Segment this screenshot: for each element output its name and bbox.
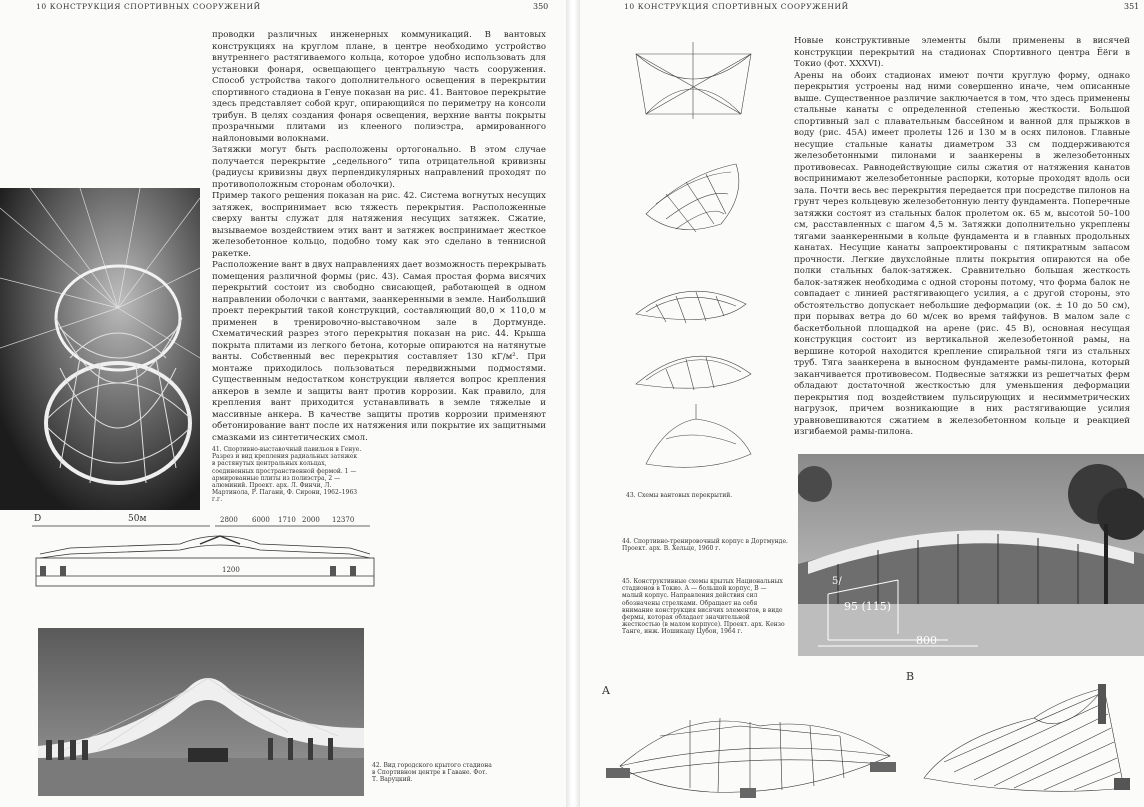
figure-42-caption: 42. Вид городского крытого стадиона в Спортивном центре в Гаване. Фот. Т. Варуцкий. [372, 762, 492, 784]
section-label-d: D [34, 514, 42, 524]
paragraph: Затяжки могут быть расположены ортогонально. В этом случае получается перекрытие „седельного“ типа отрицательной кривизны (радиусы кривизны двух перпендикулярных направлений проходят по противоположным сторонам оболочки). [212, 145, 546, 190]
figure-42-photo [38, 628, 364, 796]
photo-dimension: 5/ [832, 576, 842, 587]
figure-45b-drawing [914, 678, 1140, 802]
figure-45a-drawing [600, 696, 900, 802]
left-page [0, 0, 566, 807]
dimension-label: 6000 [252, 516, 270, 524]
photo-dimension: 800 [916, 634, 937, 647]
paragraph: Арены на обоих стадионах имеют почти круглую форму, однако перекрытия устроены над ними совершенно иначе, чем описанные выше. Существенное различие заключается в том, что здесь применены стальные канаты с определенной степенью жесткости. Большой спортивный зал с плавательным бассейном и ванной для прыжков в воду (рис. 45А) имеет пролеты 126 и 130 м в осях пилонов. Главные несущие стальные канаты диаметром 33 см поддерживаются железобетонными пилонами и заанкерены в железобетонных противовесах. Равнодействующие силы сжатия от натяжения канатов воспринимают железобетонные распорки, которые проходят вдоль оси зала. Почти весь вес перекрытия передается при посредстве пилонов на грунт через кольцевую железобетонную ленту фундамента. Поперечные затяжки состоят из стальных балок пролетом ок. 65 м, высотой 50–100 см, расставленных с шагом 4,5 м. Затяжки дополнительно укреплены тягами заанкеренными в кольце фундамента и в главных продольных канатах. Несущие канаты запроектированы с пятикратным запасом прочности. Легкие двухслойные плиты покрытия опираются на обе полки стальных балок-затяжек. Сравнительно большая жесткость балок-затяжек необходима с одной стороны потому, что форма балок не совпадает с линией растягивающего усилия, а с другой стороны, это обстоятельство допускает небольшие деформации (ок. ± 10 до 50 см), при порывах ветра до 60 м/сек во время тайфунов. В малом зале с баскетбольной площадкой на арене (рис. 45 В), основная несущая конструкция состоит из вертикальной железобетонной рамы, на вершине которой находится крепление спиральной тяги из стальных труб. Тяга заанкерена в выносном фундаменте рамы-пилона, который заканчивается противовесом. Подвесные затяжки из решетчатых ферм обладают достаточной жесткостью для уменьшения деформации перекрытия под воздействием пульсирующих и несимметрических нагрузок, причем возникающие в них растягивающие усилия уравновешиваются сжатием в железобетонном кольце и реакцией изгибаемой рамы-пилона. [794, 70, 1130, 437]
body-text [794, 36, 1130, 439]
paragraph: Пример такого решения показан на рис. 42. Система вогнутых несущих затяжек, воспринимает всю тяжесть перекрытия. Расположенные сверху ванты служат для натяжения несущих затяжек. Сжатие, вызываемое воздействием этих вант и затяжек воспринимает жесткое железобетонное кольцо, подобно тому как это сделано в теннисной ракетке. [212, 191, 546, 259]
figure-41-section-drawing [30, 514, 380, 596]
running-head: 10 КОНСТРУКЦИЯ СПОРТИВНЫХ СООРУЖЕНИЙ [624, 2, 849, 11]
figure-41-caption: 41. Спортивно-выставочный павильон в Генуе. Разрез и вид крепления радиальных затяжек в растянутых центральных кольцах, соединенных пространственной фермой. 1 — армированные плиты из полиэстра, 2 — алюминий. Проект. арх. Л. Финчи, Л. Мартинола, Р. Пагани, Ф. Сирони, 1962–1963 г.г. [212, 446, 362, 504]
dimension-label: 2000 [302, 516, 320, 524]
page-number: 350 [533, 2, 549, 11]
body-text [212, 30, 546, 444]
figure-43-caption: 43. Схемы вантовых перекрытий. [626, 492, 733, 499]
paragraph: проводки различных инженерных коммуникаций. В вантовых конструкциях на круглом плане, в центре необходимо устройство внутреннего растягиваемого кольца, которое удобно использовать для установки фонаря, освещающего центральную часть сооружения. Способ устройства такого дополнительного освещения в перекрытии спортивного стадиона в Генуе показан на рис. 41. Вантовое перекрытие здесь представляет собой круг, опирающийся по периметру на консоли трибун. В целях создания фонаря освещения, верхние ванты покрыты прозрачными плитами из клееного полиэстра, армированного найлоновыми волокнами. [212, 30, 546, 144]
running-head: 10 КОНСТРУКЦИЯ СПОРТИВНЫХ СООРУЖЕНИЙ [36, 2, 261, 11]
figure-44-photo [798, 454, 1144, 656]
dimension-label: 2800 [220, 516, 238, 524]
right-page [580, 0, 1144, 807]
paragraph: Расположение вант в двух направлениях дает возможность перекрывать помещения различной формы (рис. 43). Самая простая форма висячих перекрытий состоит из свободно свисающей, работающей в одном направлении оболочки с вантами, заанкеренными в земле. Наибольший проект перекрытий такой конструкций, составляющий 80,0 × 110,0 м применен в тренировочно-выставочном зале в Дортмунде. Схематический разрез этого перекрытия показан на рис. 44. Крыша покрыта плитами из легкого бетона, которые опираются на натянутые ванты. Собственный вес перекрытия составляет 130 кГ/м². При монтаже приходилось пользоваться передвижными подмостями. Существенным недостатком конструкции является вопрос крепления анкеров в земле и защиты вант против коррозии. Как правило, для крепления вант приходится устанавливать в земле тяжелые и массивные анкера. В качестве защиты против коррозии применяют обетонирование вант после их натяжения или покрытие их защитными смазками из синтетических смол. [212, 260, 546, 443]
book-gutter [566, 0, 580, 807]
drawing-label-a: A [602, 684, 610, 697]
dimension-label: 12370 [332, 516, 355, 524]
figure-41-photo [0, 188, 200, 510]
photo-dimension: 95 (115) [844, 600, 892, 613]
drawing-label-b: B [906, 670, 915, 683]
figure-43-schemes [626, 24, 760, 488]
dimension-label: 1200 [222, 566, 240, 574]
section-label-d-value: 50м [128, 514, 147, 524]
paragraph: Новые конструктивные элементы были применены в висячей конструкции перекрытий на стадионах Спортивного центра Ёёги в Токио (фот. XXXVI). [794, 36, 1130, 69]
page-number: 351 [1124, 2, 1140, 11]
radial-ring-image [0, 188, 200, 510]
figure-45-caption: 45. Конструктивные схемы крытых Национальных стадионов в Токио. А — большой корпус, В — малый корпус. Направления действия сил обозначены стрелками. Обращает на себя внимание конструкция висячих элементов, в виде фермы, которая обладает значительной жесткостью (в малом корпусе). Проект. арх. Кензо Танге, инж. Иошикацу Цубои, 1964 г. [622, 578, 785, 636]
dimension-label: 1710 [278, 516, 296, 524]
figure-44-caption: 44. Спортивно-тренировочный корпус в Дортмунде. Проект. арх. В. Хельце, 1960 г. [622, 538, 788, 553]
